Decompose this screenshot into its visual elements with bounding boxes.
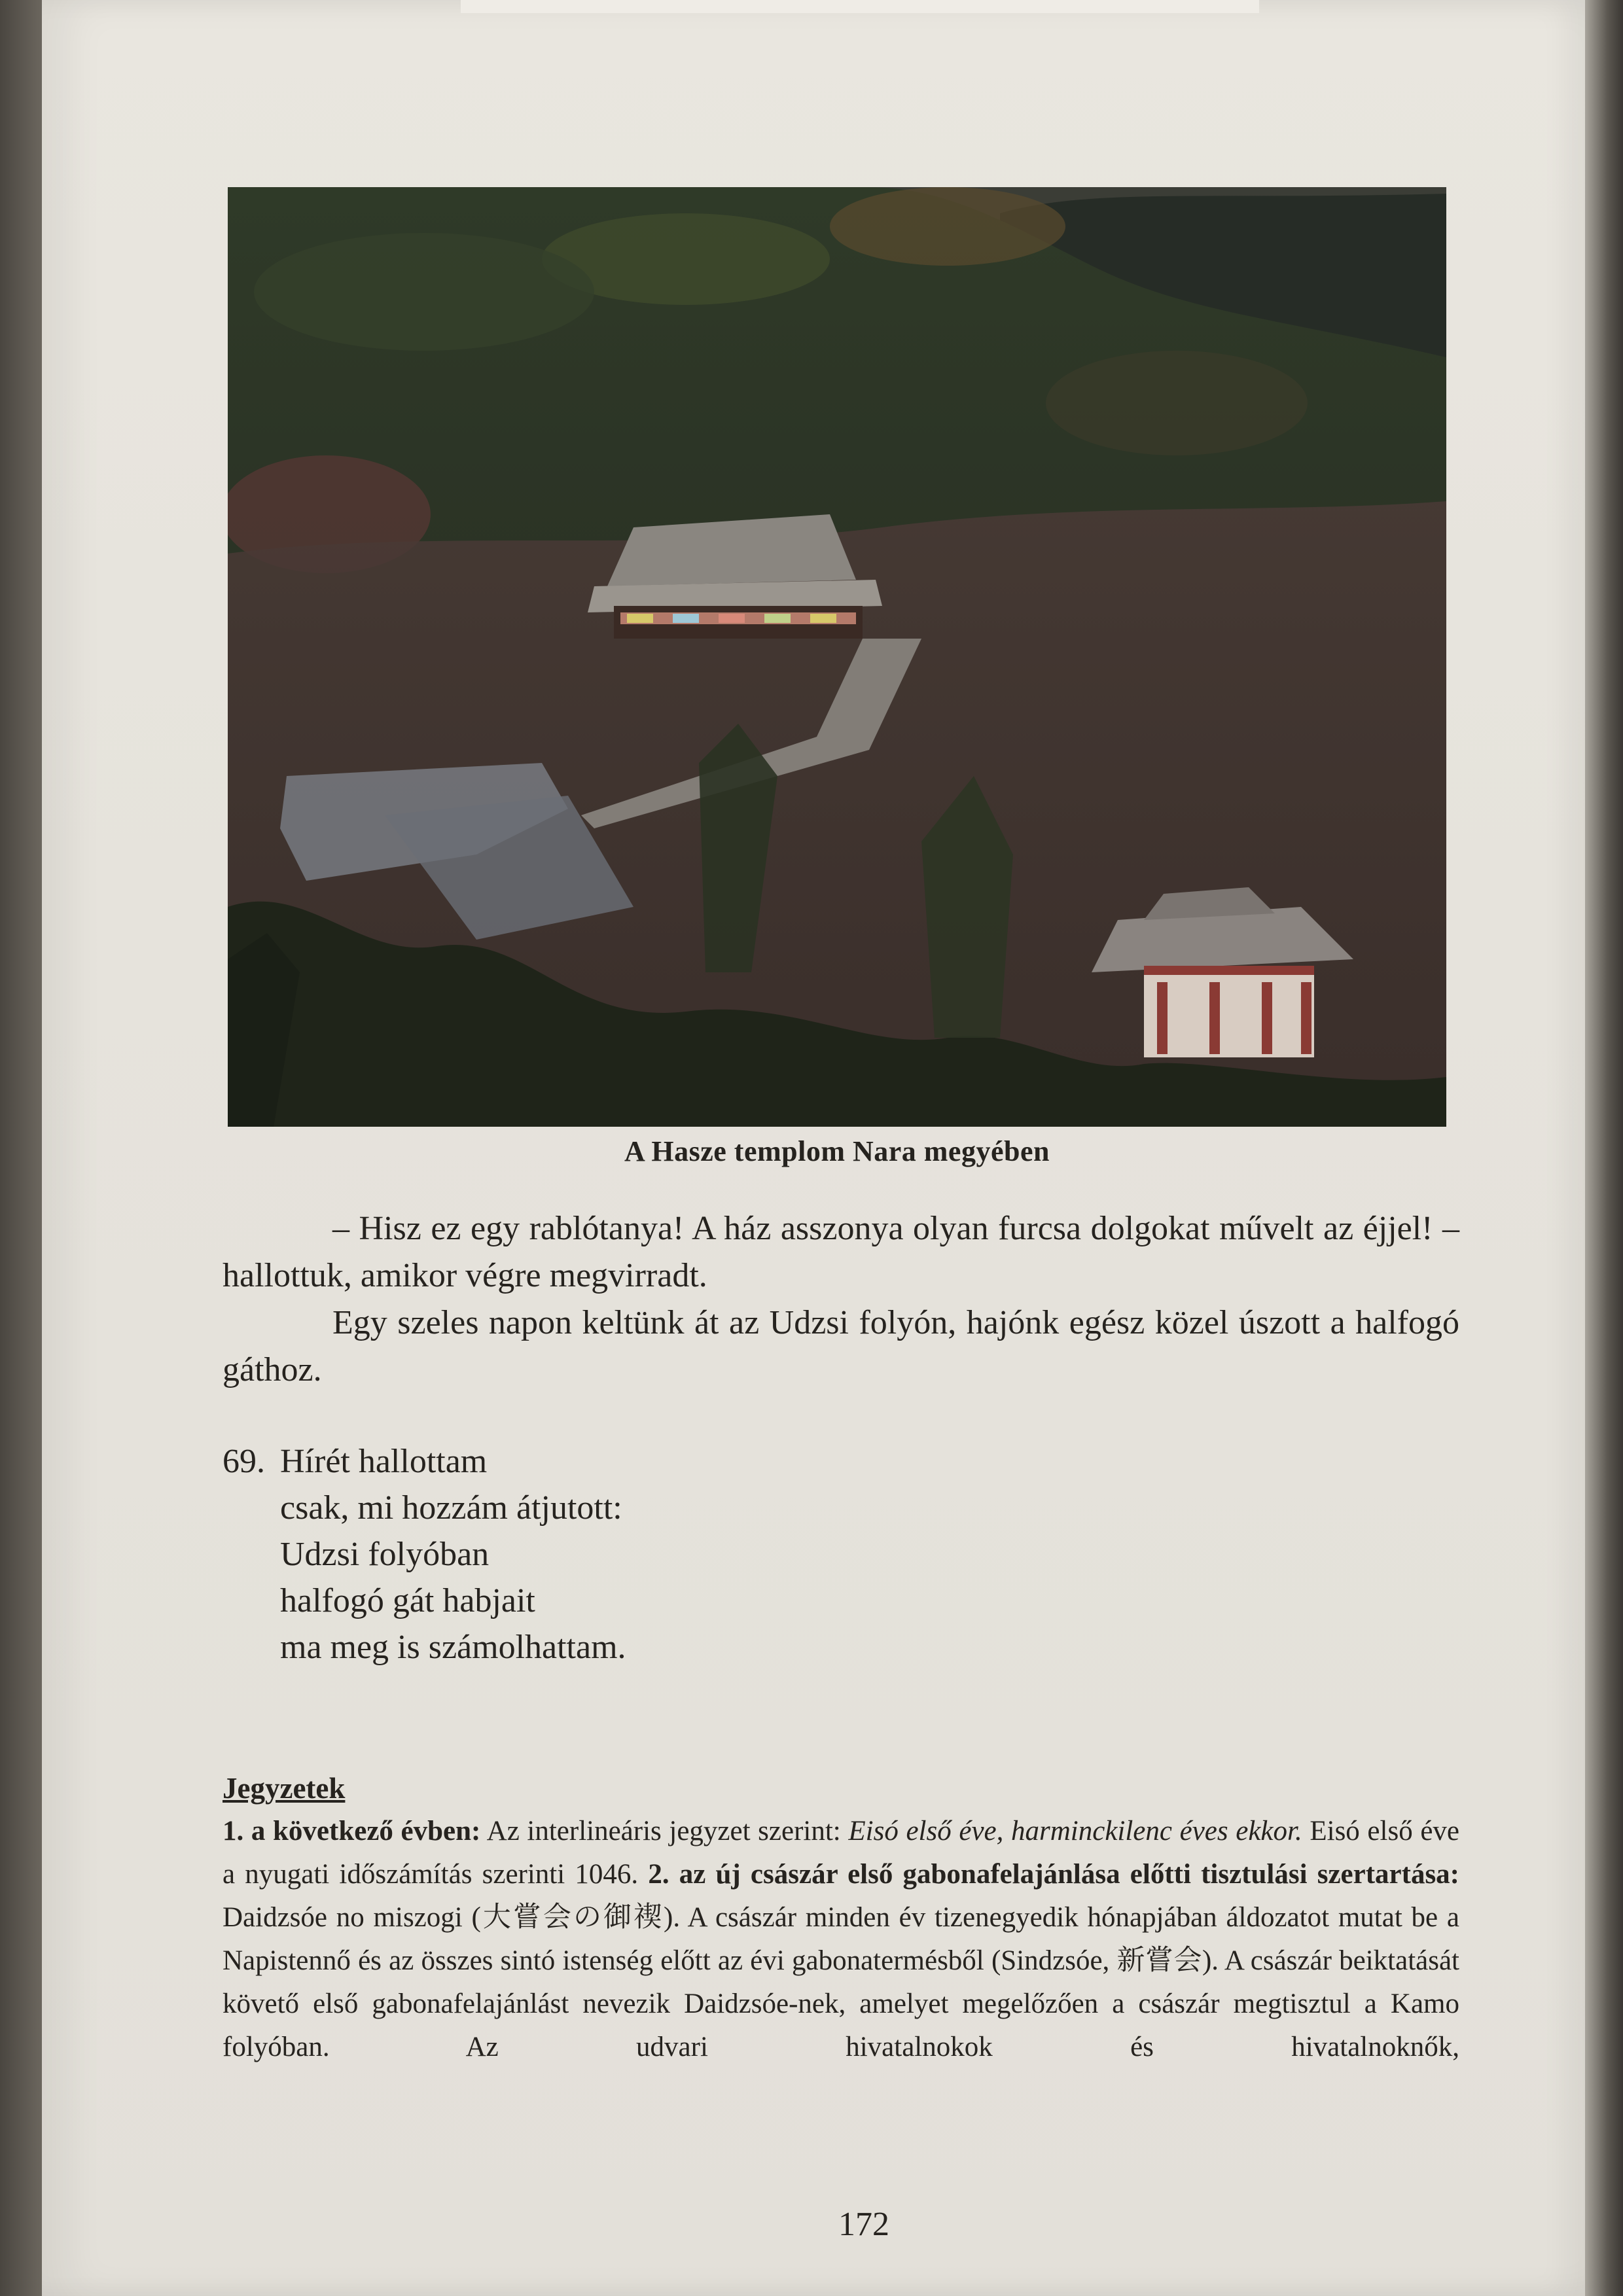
note-1-text: Az interlineáris jegyzet szerint: (480, 1816, 849, 1846)
temple-photo (228, 187, 1446, 1127)
book-edge-right (1585, 0, 1623, 2296)
notes-section (223, 1767, 1459, 2069)
page-number: 172 (838, 2206, 889, 2243)
poem-line: Hírét hallottam (280, 1443, 488, 1480)
poem-lines (280, 1438, 1008, 1670)
poem-line: Udzsi folyóban (280, 1536, 490, 1573)
photo-caption: A Hasze templom Nara megyében (624, 1135, 1050, 1167)
poem-line: ma meg is számolhattam. (280, 1629, 626, 1666)
book-edge-left (0, 0, 42, 2296)
poem-number: 69. (223, 1443, 265, 1480)
poem-line: csak, mi hozzám átjutott: (280, 1489, 622, 1527)
main-prose (223, 1205, 1459, 1394)
poem-69 (223, 1438, 1008, 1670)
note-1-text-continued: Eisó első éve a nyugati időszámítás szerinti 1046. (223, 1816, 1460, 1890)
prose-paragraph: Egy szeles napon keltünk át az Udzsi folyón, hajónk egész közel úszott a halfogó gáthoz. (223, 1304, 1459, 1388)
next-page-edge (461, 0, 1259, 13)
note-1-italic: Eisó első éve, harminckilenc éves ekkor. (848, 1816, 1302, 1846)
note-1-label: 1. a következő évben: (223, 1816, 481, 1846)
prose-paragraph: – Hisz ez egy rablótanya! A ház asszonya olyan furcsa dolgokat művelt az éjjel! – hallottuk, amikor végre megvirradt. (223, 1210, 1459, 1294)
notes-heading: Jegyzetek (223, 1772, 346, 1805)
note-2-text: Daidzsóe no miszogi (大嘗会の御禊). A császár minden év tizenegyedik hónapjában áldozatot mutat be a Napistennő és az összes sintó istenség előtt az évi gabonatermésből (Sindzsóe, 新嘗会). A császár beiktatását követő első gabonafelajánlást nevezik Daidzsóe-nek, amelyet megelőzően a császár megtisztul a Kamo folyóban. Az udvari hivatalnokok és hivatalnoknők, (223, 1902, 1459, 2062)
poem-line: halfogó gát habjait (280, 1582, 535, 1619)
notes-body (223, 1810, 1459, 2069)
note-2-label: 2. az új császár első gabonafelajánlása előtti tisztulási szertartása: (648, 1859, 1459, 1890)
temple-landscape-image (228, 187, 1446, 1127)
